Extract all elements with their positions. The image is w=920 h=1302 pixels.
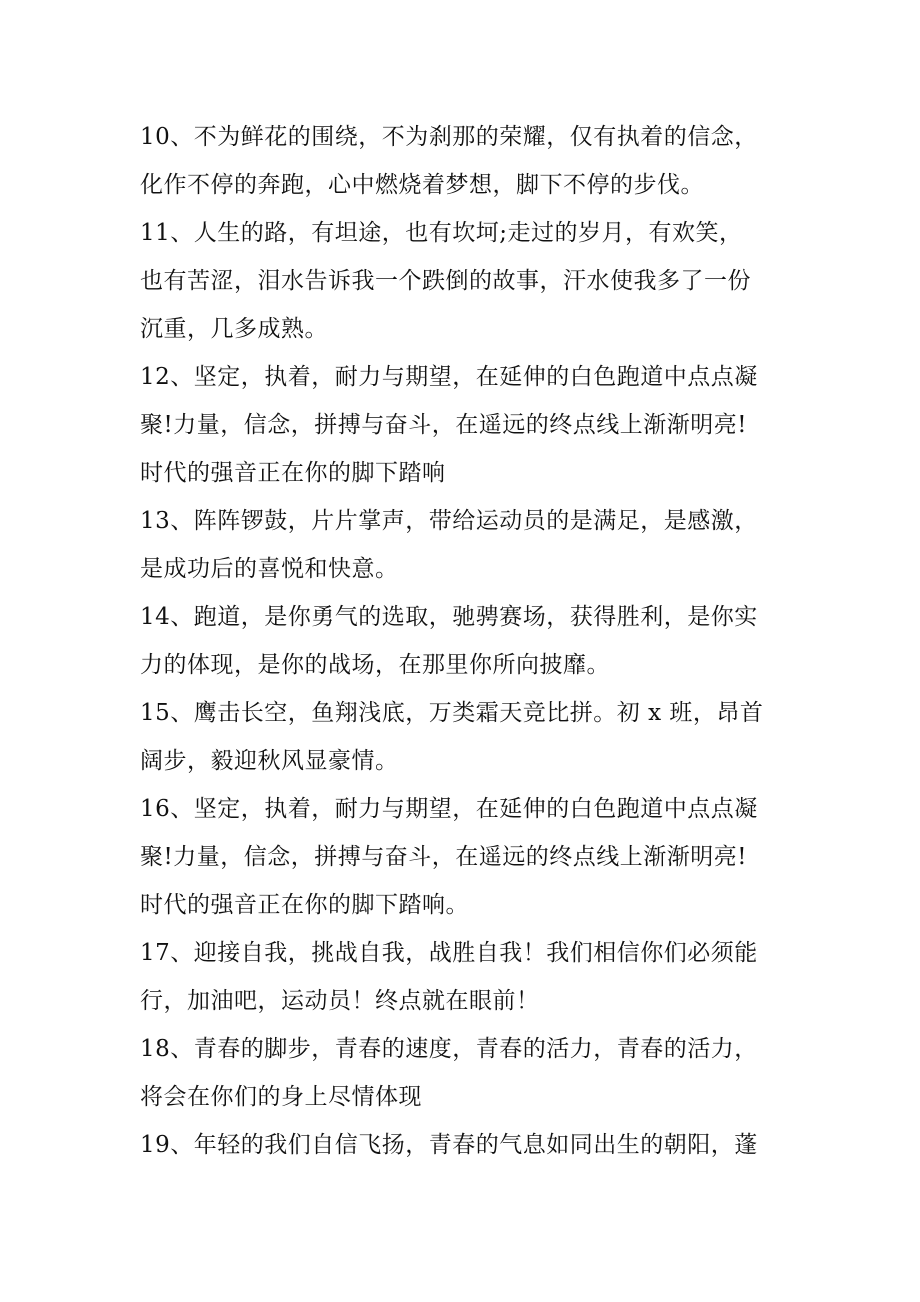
text-line: 13、阵阵锣鼓，片片掌声，带给运动员的是满足，是感激， — [140, 508, 758, 534]
text-line: 18、青春的脚步，青春的速度，青春的活力，青春的活力， — [140, 1036, 758, 1062]
text-line: 11、人生的路，有坦途，也有坎坷;走过的岁月，有欢笑， — [140, 220, 743, 246]
text-line: 是成功后的喜悦和快意。 — [140, 556, 399, 582]
text-line: 化作不停的奔跑，心中燃烧着梦想，脚下不停的步伐。 — [140, 172, 704, 198]
text-line: 14、跑道，是你勇气的选取，驰骋赛场，获得胜利，是你实 — [140, 604, 758, 630]
text-line: 行，加油吧，运动员！终点就在眼前！ — [140, 988, 540, 1014]
text-line: 也有苦涩，泪水告诉我一个跌倒的故事，汗水使我多了一份 — [140, 268, 751, 294]
text-line: 沉重，几多成熟。 — [140, 316, 328, 342]
text-line: 17、迎接自我，挑战自我，战胜自我！我们相信你们必须能 — [140, 940, 758, 966]
text-line: 力的体现，是你的战场，在那里你所向披靡。 — [140, 652, 610, 678]
text-line: 16、坚定，执着，耐力与期望，在延伸的白色跑道中点点凝 — [140, 796, 758, 822]
text-line: 19、年轻的我们自信飞扬，青春的气息如同出生的朝阳，蓬 — [140, 1132, 758, 1158]
text-line: 10、不为鲜花的围绕，不为刹那的荣耀，仅有执着的信念， — [140, 124, 758, 150]
text-line: 阔步，毅迎秋风显豪情。 — [140, 748, 399, 774]
text-line: 将会在你们的身上尽情体现 — [140, 1084, 422, 1110]
text-line: 12、坚定，执着，耐力与期望，在延伸的白色跑道中点点凝 — [140, 364, 758, 390]
text-line: 时代的强音正在你的脚下踏响 — [140, 460, 446, 486]
text-line: 聚!力量，信念，拼搏与奋斗，在遥远的终点线上渐渐明亮! — [140, 844, 747, 870]
text-line: 聚!力量，信念，拼搏与奋斗，在遥远的终点线上渐渐明亮! — [140, 412, 747, 438]
text-line: 15、鹰击长空，鱼翔浅底，万类霜天竞比拼。初 x 班，昂首 — [140, 700, 764, 726]
text-line: 时代的强音正在你的脚下踏响。 — [140, 892, 469, 918]
document-body — [140, 113, 800, 1169]
